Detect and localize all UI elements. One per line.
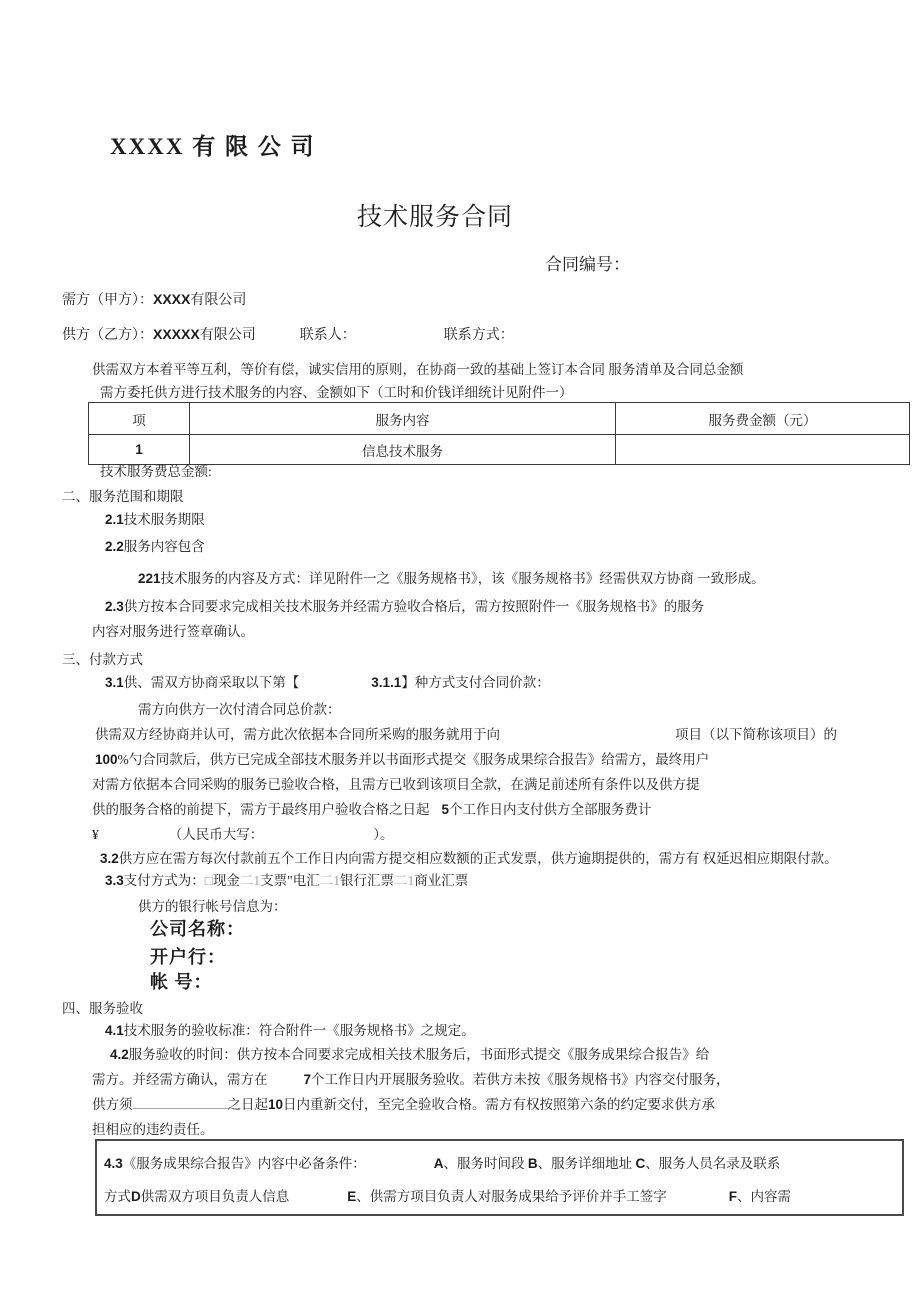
pay-method-cash: 现金 bbox=[212, 873, 240, 888]
service-table-header-row bbox=[89, 403, 910, 435]
clause-2-1-text: 技术服务期限 bbox=[123, 512, 205, 527]
item-f-num: F bbox=[728, 1189, 738, 1204]
line-c-post: 个工作日内开展服务验收。若供方未按《服务规格书》内容交付服务， bbox=[311, 1072, 730, 1087]
line-d-num: 10 bbox=[268, 1097, 284, 1112]
item-a-num: A bbox=[433, 1156, 444, 1171]
clause-4-3-box bbox=[95, 1139, 904, 1216]
amount-paren-close: ）。 bbox=[373, 827, 394, 842]
cell-row-no: 1 bbox=[89, 435, 190, 465]
cell-content: 信息技术服务 bbox=[190, 435, 616, 465]
party-b-name: XXXXX bbox=[153, 326, 200, 342]
checkbox-cash-icon: □ bbox=[204, 873, 213, 888]
clause-3-1-num: 3.1 bbox=[105, 675, 124, 690]
bank-company-label: 公司名称： bbox=[150, 919, 245, 939]
cell-fee bbox=[616, 435, 910, 465]
clause-3-1-post: 】种方式支付合同价款： bbox=[401, 675, 550, 690]
service-table bbox=[88, 402, 910, 465]
clause-3-2-num: 3.2 bbox=[100, 851, 119, 866]
clause-4-1-num: 4.1 bbox=[105, 1023, 124, 1038]
clause-4-2-line-4: 担相应的违约责任。 bbox=[92, 1122, 214, 1137]
clause-4-3-num: 4.3 bbox=[104, 1156, 123, 1171]
section-2-heading: 二、服务范围和期限 bbox=[62, 489, 184, 504]
item-b-num: B bbox=[527, 1156, 538, 1171]
pay-method-commercial-draft: 商业汇票 bbox=[414, 873, 469, 888]
table-row bbox=[89, 435, 910, 465]
clause-2-1 bbox=[105, 511, 205, 528]
intro-line-1: 供需双方本着平等互利，等价有偿，诚实信用的原则，在协商一致的基础上签订本合同 服务清单及合同总金额 bbox=[92, 362, 744, 377]
item-c-text: 、服务人员名录及联系 bbox=[645, 1156, 781, 1171]
percent-line bbox=[95, 751, 709, 768]
clause-4-2-line-2 bbox=[92, 1071, 730, 1088]
company-name: XXXX 有 限 公 司 bbox=[110, 134, 316, 159]
clause-2-1-num: 2.1 bbox=[105, 512, 124, 527]
amount-line bbox=[92, 826, 394, 843]
fill-in-blank bbox=[133, 1096, 228, 1109]
intro-line-2: 需方委托供方进行技术服务的内容、金额如下（工时和价钱详细统计见附件一） bbox=[100, 385, 573, 400]
item-e-text: 、供需方项目负责人对服务成果给予评价并手工签字 bbox=[356, 1189, 667, 1204]
party-b-suffix: 有限公司 bbox=[199, 328, 256, 343]
line-c-num: 7 bbox=[303, 1072, 312, 1087]
clause-221-num: 221 bbox=[138, 571, 161, 586]
percent-text: %勺合同款后，供方已完成全部技术服务并以书面形式提交《服务成果综合报告》给需方，最终用户 bbox=[117, 752, 710, 767]
contract-number-label: 合同编号： bbox=[545, 255, 630, 274]
item-d-text: 供需双方项目负责人信息 bbox=[140, 1189, 290, 1204]
clause-3-1 bbox=[105, 674, 550, 691]
total-fee-label: 技术服务费总金额: bbox=[100, 464, 212, 479]
clause-4-2-text: 服务验收的时间：供方按本合同要求完成相关技术服务后，书面形式提交《服务成果综合报告》给 bbox=[128, 1047, 710, 1062]
clause-4-3-line-2 bbox=[104, 1185, 791, 1205]
party-a-name: XXXX bbox=[153, 291, 191, 307]
party-b-label: 供方（乙方）： bbox=[62, 328, 153, 343]
item-e-num: E bbox=[347, 1189, 357, 1204]
item-a-text: 、服务时间段 bbox=[443, 1156, 528, 1171]
clause-3-1-ref: 3.1.1 bbox=[371, 675, 402, 690]
section-4-heading: 四、服务验收 bbox=[62, 1001, 143, 1016]
clause-2-2 bbox=[105, 538, 205, 555]
clause-4-2-line-3 bbox=[92, 1096, 715, 1113]
clause-3-1-pre: 供、需双方协商采取以下第【 bbox=[123, 675, 300, 690]
party-a-suffix: 有限公司 bbox=[190, 293, 247, 308]
project-line bbox=[95, 726, 837, 743]
contact-label: 联系人： bbox=[299, 328, 356, 343]
line-d-pre: 供方须 bbox=[92, 1097, 133, 1112]
header-fee: 服务费金额（元） bbox=[616, 403, 910, 435]
clause-3-3 bbox=[105, 872, 468, 889]
page-title: 技术服务合同 bbox=[356, 204, 513, 231]
clause-3-3-pre: 支付方式为： bbox=[123, 873, 205, 888]
party-a-label: 需方（甲方）： bbox=[62, 293, 153, 308]
line-b-num: 5 bbox=[441, 802, 450, 817]
section-3-heading: 三、付款方式 bbox=[62, 652, 143, 667]
contact-method-label: 联系方式： bbox=[443, 328, 514, 343]
item-f-text: 、内容需 bbox=[737, 1189, 792, 1204]
header-content: 服务内容 bbox=[190, 403, 616, 435]
clause-2-2-text: 服务内容包含 bbox=[123, 539, 205, 554]
party-a-line bbox=[62, 291, 246, 309]
clause-3-2-text: 供方应在需方每次付款前五个工作日内向需方提交相应数额的正式发票，供方逾期提供的，需方有 权延迟相应期限付款。 bbox=[118, 851, 838, 866]
clause-4-2-num: 4.2 bbox=[110, 1047, 129, 1062]
clause-3-2 bbox=[100, 850, 838, 867]
item-d-num: D bbox=[131, 1189, 141, 1204]
item-b-text: 、服务详细地址 bbox=[537, 1156, 636, 1171]
header-item: 项 bbox=[89, 403, 190, 435]
bank-account-label: 帐 号： bbox=[150, 972, 213, 992]
percent-num: 100 bbox=[95, 752, 118, 767]
line-b-post: 个工作日内支付供方全部服务费计 bbox=[449, 802, 652, 817]
clause-2-3-text: 供方按本合同要求完成相关技术服务并经需方验收合格后，需方按照附件一《服务规格书》的服务 bbox=[123, 599, 705, 614]
checkbox-cheque-icon: 二1 bbox=[239, 873, 261, 888]
line-b-pre: 供的服务合格的前提下，需方于最终用户验收合格之日起 bbox=[92, 802, 430, 817]
clause-4-2 bbox=[110, 1046, 709, 1063]
clause-2-3 bbox=[105, 598, 704, 615]
clause-4-3-line-1 bbox=[104, 1152, 780, 1172]
bank-branch-label: 开户行： bbox=[150, 947, 226, 967]
currency-symbol: ¥ bbox=[92, 827, 99, 842]
project-post: 项目（以下简称该项目）的 bbox=[675, 727, 837, 742]
acceptance-line-a: 对需方依据本合同采购的服务已验收合格，且需方已收到该项目全款，在满足前述所有条件以及供方提 bbox=[92, 777, 700, 792]
pay-method-bank-draft: 银行汇票 bbox=[339, 873, 394, 888]
clause-2-3-num: 2.3 bbox=[105, 599, 124, 614]
clause-221 bbox=[138, 570, 765, 587]
box-line1-pre: 《服务成果综合报告》内容中必备条件： bbox=[122, 1156, 366, 1171]
clause-221-text: 技术服务的内容及方式：详见附件一之《服务规格书》，该《服务规格书》经需供双方协商 一致形成。 bbox=[160, 571, 765, 586]
clause-2-3-continued: 内容对服务进行签章确认。 bbox=[92, 624, 254, 639]
bank-info-label: 供方的银行帐号信息为： bbox=[138, 899, 287, 914]
checkbox-bank-draft-icon: 二1 bbox=[319, 873, 340, 888]
line-c-pre: 需方。并经需方确认，需方在 bbox=[92, 1072, 268, 1087]
line-d-post: 日内重新交付，至完全验收合格。需方有权按照第六条的约定要求供方承 bbox=[283, 1097, 716, 1112]
clause-4-1-text: 技术服务的验收标准：符合附件一《服务规格书》之规定。 bbox=[123, 1023, 475, 1038]
clause-3-3-num: 3.3 bbox=[105, 873, 124, 888]
project-pre: 供需双方经协商并认可，需方此次依据本合同所采购的服务就用于向 bbox=[95, 727, 500, 742]
checkbox-commercial-draft-icon: 二1 bbox=[393, 873, 415, 888]
amount-paren-open: （人民币大写： bbox=[168, 827, 264, 842]
acceptance-line-b bbox=[92, 801, 652, 818]
item-c-num: C bbox=[635, 1156, 646, 1171]
line-d-mid: 之日起 bbox=[227, 1097, 268, 1112]
clause-2-2-num: 2.2 bbox=[105, 539, 124, 554]
clause-4-1 bbox=[105, 1022, 475, 1039]
box-line2-pre: 方式 bbox=[104, 1189, 131, 1204]
pay-method-cheque-wire: 支票"电汇 bbox=[260, 873, 320, 888]
party-b-line bbox=[62, 326, 514, 344]
pay-once-line: 需方向供方一次付清合同总价款： bbox=[138, 702, 341, 717]
